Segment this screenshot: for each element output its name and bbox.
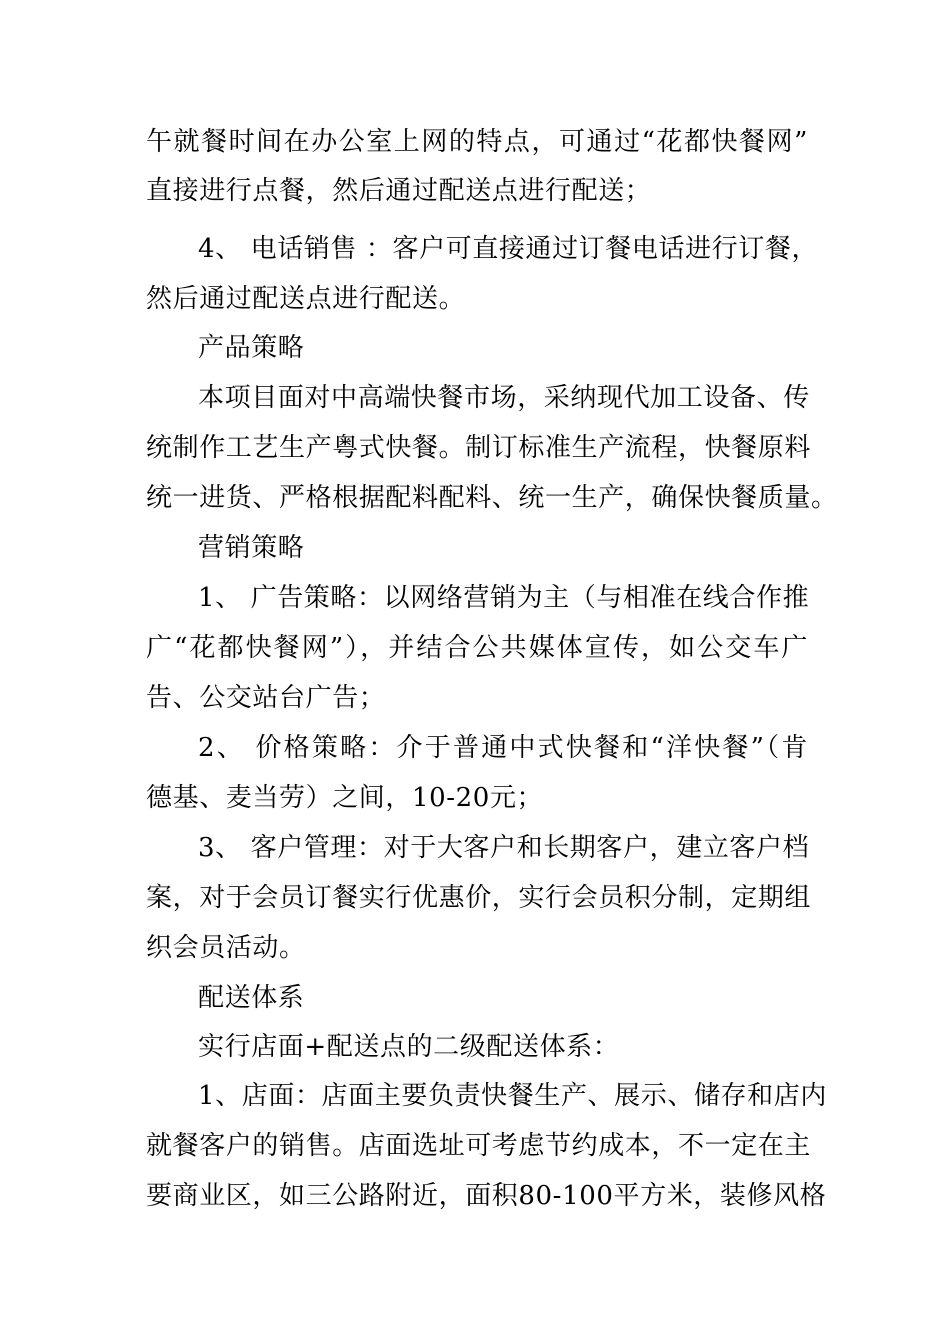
text-line-16: 案，对于会员订餐实行优惠价，实行会员积分制，定期组	[146, 883, 812, 913]
section-heading-delivery-system: 配送体系	[198, 983, 305, 1013]
text-line-10: 1、 广告策略：以网络营销为主（与相准在线合作推	[198, 583, 810, 613]
text-line-8: 统一进货、严格根据配料配料、统一生产，确保快餐质量。	[146, 483, 838, 513]
text-line-3: 4、 电话销售 ：客户可直接通过订餐电话进行订餐，	[198, 234, 819, 264]
text-line-6: 本项目面对中高端快餐市场，采纳现代加工设备、传	[198, 383, 810, 413]
text-line-4: 然后通过配送点进行配送。	[146, 284, 466, 314]
text-line-1: 午就餐时间在办公室上网的特点，可通过“花都快餐网”	[146, 127, 808, 157]
text-line-19: 实行店面+配送点的二级配送体系：	[198, 1032, 620, 1062]
text-line-20: 1、店面：店面主要负责快餐生产、展示、储存和店内	[198, 1081, 827, 1111]
text-line-14: 德基、麦当劳）之间，10-20元；	[146, 783, 544, 813]
text-line-11: 广“花都快餐网”），并结合公共媒体宣传，如公交车广	[146, 633, 808, 663]
text-line-17: 织会员活动。	[146, 933, 306, 963]
text-line-13: 2、 价格策略：介于普通中式快餐和“洋快餐”（肯	[198, 733, 808, 763]
text-line-21: 就餐客户的销售。店面选址可考虑节约成本，不一定在主	[146, 1131, 812, 1161]
text-line-15: 3、 客户管理：对于大客户和长期客户，建立客户档	[198, 833, 810, 863]
text-line-12: 告、公交站台广告；	[146, 683, 386, 713]
section-heading-marketing-strategy: 营销策略	[198, 533, 305, 563]
text-line-7: 统制作工艺生产粤式快餐。制订标准生产流程，快餐原料	[146, 433, 812, 463]
text-line-22: 要商业区，如三公路附近，面积80-100平方米，装修风格	[146, 1181, 827, 1211]
section-heading-product-strategy: 产品策略	[198, 333, 305, 363]
text-line-2: 直接进行点餐，然后通过配送点进行配送；	[146, 176, 652, 206]
